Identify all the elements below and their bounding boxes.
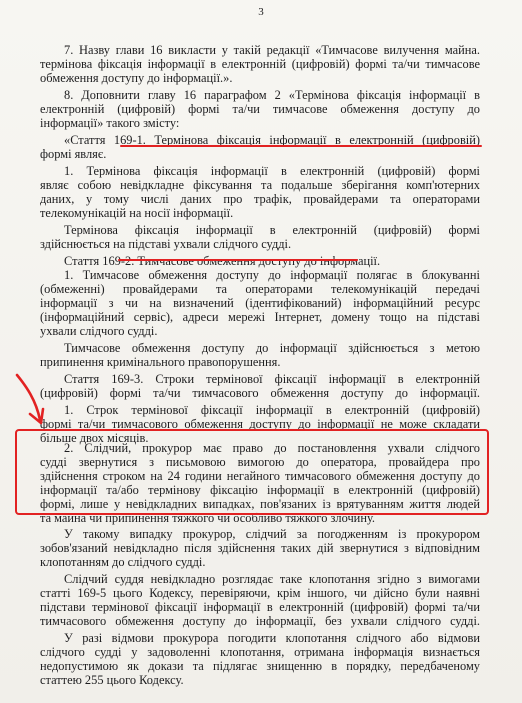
text-line: формі, лише у невідкладних випадках, пов'язаних із врятуванням життя людей bbox=[40, 497, 480, 511]
text-line: зобов'язаний невідкладно після здійснення таких дій звернутися з відповідним bbox=[40, 541, 480, 555]
text-line: клопотанням до слідчого судді. bbox=[40, 555, 206, 569]
text-line: слідчого судді у задоволенні клопотання, отримана інформація визнається bbox=[40, 645, 480, 659]
text-line: ухвали слідчого судді. bbox=[40, 324, 158, 338]
text-line: 2. Слідчий, прокурор має право до постановлення ухвали слідчого bbox=[64, 441, 480, 455]
text-line: 7. Назву глави 16 викласти у такій редакції «Тимчасове вилучення майна. bbox=[64, 43, 480, 57]
text-line: 1. Термінова фіксація інформації в електронній (цифровій) формі bbox=[64, 164, 480, 178]
text-line: У такому випадку прокурор, слідчий за погодженням із прокурором bbox=[64, 527, 480, 541]
page-number: 3 bbox=[258, 6, 264, 18]
text-line: недопустимою як докази та підлягає знищенню в порядку, передбаченому bbox=[40, 659, 480, 673]
text-line: телекомунікацій на носії інформації. bbox=[40, 206, 234, 220]
text-line: (обмеженні) провайдерами та операторами телекомунікацій передачі bbox=[40, 282, 480, 296]
text-line: Термінова фіксація інформації в електронній (цифровій) формі bbox=[64, 223, 480, 237]
red-arrow-icon bbox=[14, 372, 46, 428]
text-line: статтею 255 цього Кодексу. bbox=[40, 673, 184, 687]
text-line: Стаття 169-3. Строки термінової фіксації інформації в електронній bbox=[64, 372, 480, 386]
underline-article-169-1 bbox=[120, 145, 482, 147]
text-line: формі являє. bbox=[40, 147, 107, 161]
text-line: підстави термінової фіксації інформації в електронній (цифровій) формі та/чи bbox=[40, 600, 480, 614]
text-line: припинення кримінального правопорушення. bbox=[40, 355, 281, 369]
text-line: Тимчасове обмеження доступу до інформації здійснюється з метою bbox=[64, 341, 480, 355]
text-line: (інформаційний сервіс), адреси мережі Інтернет, домену тощо на підставі bbox=[40, 310, 480, 324]
text-line: інформації» такого змісту: bbox=[40, 116, 180, 130]
text-line: статті 169-5 цього Кодексу, перевіряючи, крім іншого, чи дійсно були наявні bbox=[40, 586, 480, 600]
text-line: даних, у тому числі даних про трафік, провайдерами та операторами bbox=[40, 192, 480, 206]
text-line: термінова фіксація інформації в електронній (цифровій) формі та/чи тимчасове bbox=[40, 57, 480, 71]
text-line: являє собою невідкладне фіксування та подальше зберігання комп'ютерних bbox=[40, 178, 480, 192]
text-line: (цифровій) формі та/чи тимчасового обмеження доступу до інформації. bbox=[40, 386, 480, 400]
text-line: 1. Строк термінової фіксації інформації в електронній (цифровій) bbox=[64, 403, 480, 417]
text-line: формі та/чи тимчасового обмеження доступу до інформації не може складати bbox=[40, 417, 480, 431]
text-line: Слідчий суддя невідкладно розглядає таке клопотання згідно з вимогами bbox=[64, 572, 480, 586]
text-line: електронній (цифровій) формі та/чи тимчасове обмеження доступу до bbox=[40, 102, 480, 116]
text-line: обмеження доступу до інформації.». bbox=[40, 71, 233, 85]
text-line: 8. Доповнити главу 16 параграфом 2 «Термінова фіксація інформації в bbox=[64, 88, 480, 102]
text-line: судді звернутися з письмовою вимогою до оператора, провайдера про bbox=[40, 455, 480, 469]
text-line: більше двох місяців. bbox=[40, 431, 149, 445]
highlight-box bbox=[15, 429, 489, 515]
text-line: 1. Тимчасове обмеження доступу до інформації полягає в блокуванні bbox=[64, 268, 480, 282]
underline-article-169-2 bbox=[118, 259, 358, 261]
text-line: Стаття 169-2. Тимчасове обмеження доступу до інформації. bbox=[64, 254, 381, 268]
text-line: тимчасового обмеження доступу до інформації, без ухвали слідчого судді. bbox=[40, 614, 480, 628]
text-line: здійснюється на підставі ухвали слідчого судді. bbox=[40, 237, 292, 251]
text-line: та майна чи припинення тяжкого чи особливо тяжкого злочину. bbox=[40, 511, 375, 525]
text-line: інформації та/або термінову фіксацію інформації в електронній (цифровій) bbox=[40, 483, 480, 497]
text-line: У разі відмови прокурора погодити клопотання слідчого або відмови bbox=[64, 631, 480, 645]
text-line: «Стаття 169-1. Термінова фіксація інформації в електронній (цифровій) bbox=[64, 133, 480, 147]
text-line: інформації з чи на визначений (ідентифікований) інформаційний ресурс bbox=[40, 296, 480, 310]
text-line: здійснення строком на 24 години негайного тимчасового обмеження доступу до bbox=[40, 469, 480, 483]
